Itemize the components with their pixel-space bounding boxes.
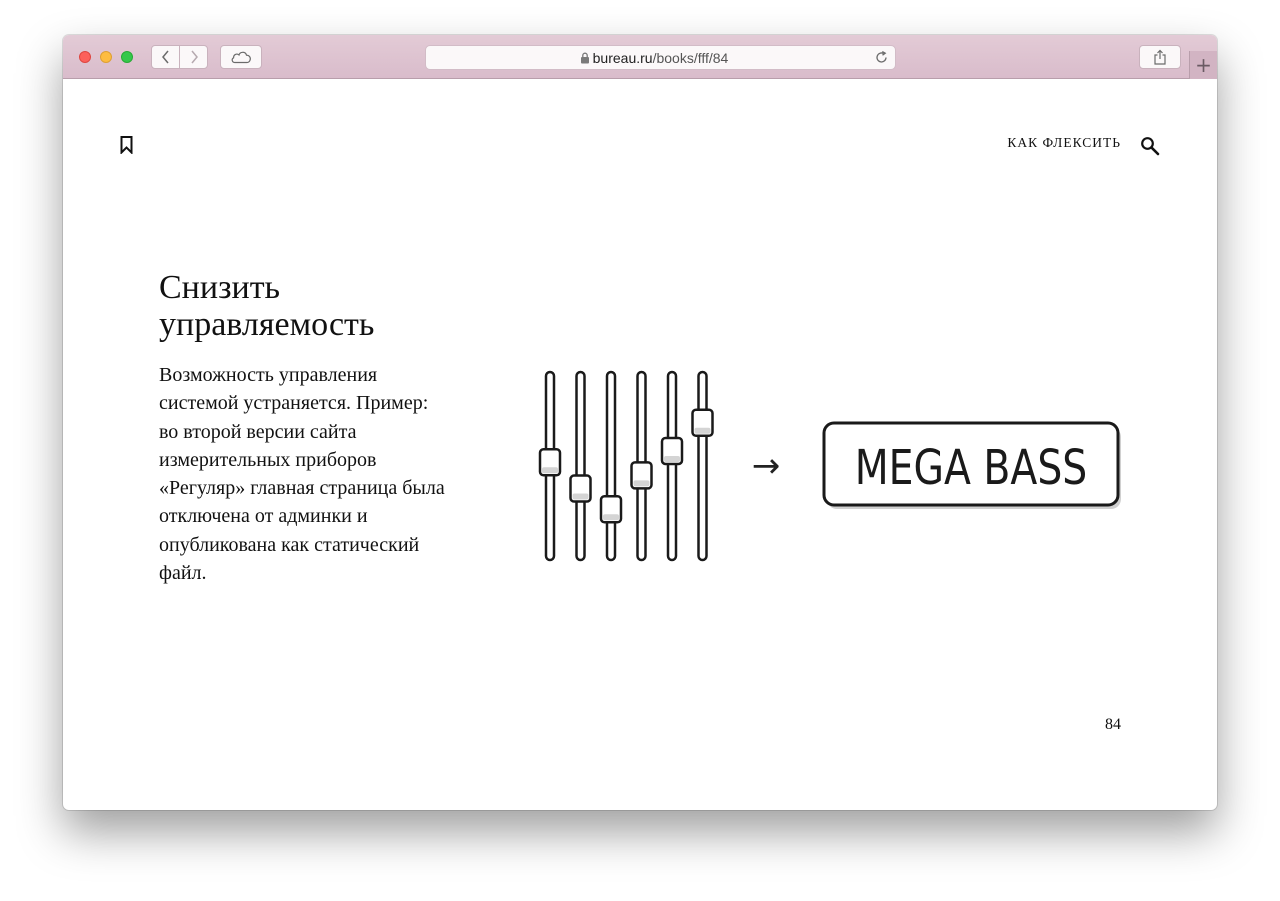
slider-track: [577, 372, 585, 560]
back-button[interactable]: [151, 45, 180, 69]
url-text: [426, 50, 895, 66]
slider-knob-shade: [695, 428, 711, 434]
search-icon[interactable]: [1140, 136, 1160, 156]
url-path: /books/fff/84: [652, 50, 729, 66]
equalizer-sliders: [540, 372, 713, 560]
page-number: 84: [1105, 716, 1121, 733]
page-title: Снизить управляемость: [159, 269, 375, 343]
slider-knob-shade: [664, 456, 680, 462]
slider-knob-shade: [573, 494, 589, 500]
nav-link-how-to-flex[interactable]: КАК ФЛЕКСИТЬ: [1007, 135, 1121, 150]
bookmark-icon[interactable]: [120, 136, 133, 154]
chevron-right-icon: [189, 50, 199, 64]
equalizer-illustration: [533, 364, 1153, 584]
arrow-icon: →: [751, 446, 781, 486]
share-button[interactable]: [1139, 45, 1181, 69]
icloud-tabs-button[interactable]: [220, 45, 262, 69]
address-bar[interactable]: [425, 45, 896, 70]
new-tab-button[interactable]: +: [1189, 51, 1217, 79]
share-icon: [1153, 49, 1167, 65]
browser-window: [63, 35, 1217, 810]
zoom-window-button[interactable]: [121, 51, 133, 63]
close-window-button[interactable]: [79, 51, 91, 63]
mega-bass-button: [824, 423, 1121, 509]
minimize-window-button[interactable]: [100, 51, 112, 63]
slider-track: [607, 372, 615, 560]
slider-track: [668, 372, 676, 560]
mega-bass-label: MEGA BASS: [854, 440, 1088, 497]
slider-track: [699, 372, 707, 560]
slider-knob-shade: [603, 514, 619, 520]
titlebar: [63, 35, 1217, 79]
forward-button[interactable]: [179, 45, 208, 69]
page-body-text: Возможность управления системой устраняется. Пример: во второй версии сайта измерительных приборов «Регуляр» главная страница была отключена от админки и опубликована как статический файл.: [159, 364, 445, 585]
chevron-left-icon: [161, 50, 171, 64]
slider-knob-shade: [634, 480, 650, 486]
cloud-icon: [230, 50, 252, 64]
url-domain: bureau.ru: [592, 50, 653, 66]
page-content: [63, 79, 1217, 810]
reload-icon[interactable]: [874, 50, 889, 65]
slider-knob-shade: [542, 467, 558, 473]
